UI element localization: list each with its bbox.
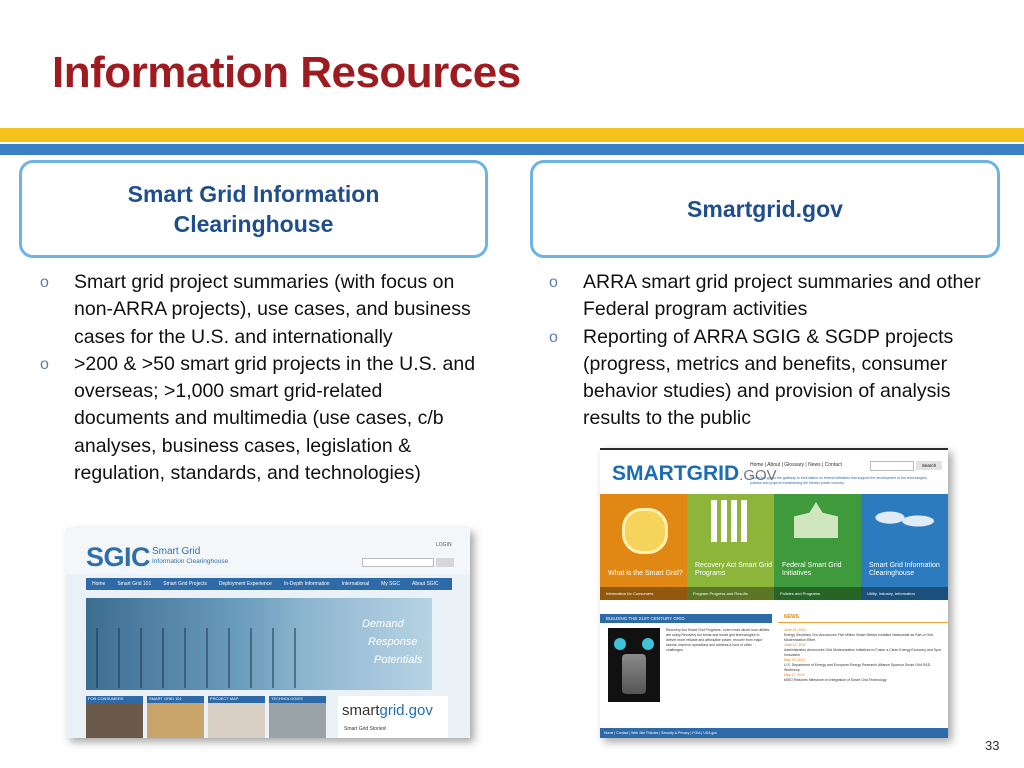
- scan-body: [622, 654, 646, 694]
- smartgrid-gov-logo: [342, 702, 433, 719]
- circle-bullet-icon: o: [549, 328, 558, 346]
- sgg-search-input: [870, 461, 914, 471]
- right-panel-heading-box: [530, 160, 1000, 258]
- hero-word: Potentials: [374, 654, 423, 666]
- sgg-column: [774, 494, 861, 600]
- news-item: Administration Announces Grid Modernization Initiatives to Foster a Clean Energy Economy and Spur Innovation: [784, 648, 942, 657]
- circle-bullet-icon: o: [40, 274, 49, 291]
- hero-word: Response: [368, 636, 418, 648]
- logo-part: smart: [342, 702, 380, 719]
- world-map-icon: [869, 504, 939, 538]
- sgic-nav-bar: [86, 578, 452, 590]
- tile-caption: TECHNOLOGIES: [269, 696, 326, 703]
- news-item: MISO Reaches Milestone on Integration of Smart Grid Technology: [784, 678, 887, 682]
- bullet-text: Reporting of ARRA SGIG & SGDP projects (progress, metrics and benefits, consumer behavior studies) and provision of analysis results to the public: [583, 325, 954, 430]
- sgic-nav-item: Smart Grid Projects: [163, 581, 207, 587]
- bar-chart-icon: [711, 500, 747, 542]
- sgg-nav: Home | About | Glossary | News | Contact: [750, 462, 842, 468]
- logo-part: .GOV: [739, 467, 777, 484]
- sgic-logo: SGIC: [86, 542, 151, 572]
- circle-bullet-icon: o: [40, 355, 49, 373]
- right-panel-heading: Smartgrid.gov: [687, 196, 843, 222]
- sgic-nav-item: Deployment Experience: [218, 581, 272, 587]
- list-item: [549, 269, 989, 324]
- sgic-tile: [86, 696, 143, 738]
- tile-caption: SMART GRID 101: [147, 696, 204, 703]
- news-heading: NEWS: [778, 614, 948, 623]
- left-panel-heading-box: [19, 160, 488, 258]
- bullet-text: ARRA smart grid project summaries and other Federal program activities: [583, 271, 981, 321]
- sgg-footer: Home | Contact | Web Site Policies | Security & Privacy | FOIA | USA.gov: [600, 728, 948, 738]
- column-caption: Program Progress and Results: [687, 587, 774, 600]
- sgg-header: [600, 448, 948, 494]
- column-label: Federal Smart Grid Initiatives: [782, 562, 842, 577]
- bullet-text: >200 & >50 smart grid projects in the U.S. and overseas; >1,000 smart grid-related documents and multimedia (use cases, c/b analyses, business cases, legislation & regulation, standards, and technologies): [74, 352, 476, 485]
- column-caption: Policies and Programs: [774, 587, 861, 600]
- news-date: May 23, 2011: [784, 658, 805, 662]
- building-grid-heading: BUILDING THE 21ST CENTURY GRID: [600, 614, 772, 623]
- hero-word: Demand: [362, 618, 404, 630]
- bullet-text: Smart grid project summaries (with focus on non-ARRA projects), use cases, and business cases for the U.S. and internationally: [74, 271, 471, 348]
- logo-part: SMARTGRID: [612, 462, 740, 485]
- news-list: [784, 628, 944, 683]
- sgic-nav-item: Smart Grid 101: [117, 581, 152, 587]
- circle-bullet-icon: o: [549, 274, 558, 291]
- sgg-column: [861, 494, 948, 600]
- sgic-login-link: LOGIN: [436, 542, 452, 548]
- tile-caption: FOR CONSUMERS: [86, 696, 143, 703]
- list-item: [549, 324, 989, 433]
- building-grid-text: Recovery Act Smart Grid Programs. Learn more about how utilities are using Recovery Act funds and smart grid technologies to deliver more reliable and affordable power, recover from major storms, improve operations and address a host of other challenges.: [666, 628, 770, 652]
- lightbulb-icon: [622, 508, 668, 554]
- sgic-nav-item: In-Depth Information: [283, 581, 330, 587]
- sgic-hero-banner: [86, 598, 432, 690]
- list-item: [40, 351, 480, 487]
- column-label: Recovery Act Smart Grid Programs: [695, 562, 773, 577]
- sgic-nav-item: My SGC: [381, 581, 400, 587]
- left-bullet-list: [40, 269, 480, 487]
- sgic-header: [66, 528, 470, 574]
- capitol-building-icon: [794, 502, 838, 538]
- tile-caption: PROJECT MAP: [208, 696, 265, 703]
- scan-highlight: [642, 638, 654, 650]
- news-date: June 13, 2011: [784, 628, 806, 632]
- sgic-nav-item: Home: [92, 581, 106, 587]
- sgg-feature-columns: [600, 494, 948, 600]
- sgg-column: [600, 494, 687, 600]
- header-band-yellow: [0, 128, 1024, 142]
- smart-grid-stories-caption: Smart Grid Stories!: [344, 726, 387, 732]
- sgic-nav-item: About SGIC: [411, 581, 439, 587]
- news-date: June 13, 2011: [784, 643, 806, 647]
- sgg-intro-text: SmartGrid.gov is the gateway to information on federal initiatives that support the development of the technologies, policies and projects transforming the electric power industry.: [750, 476, 928, 485]
- brain-scan-image: [608, 628, 660, 702]
- column-caption: Utility, Industry, Information: [861, 587, 948, 600]
- sgg-search-button: Search: [916, 461, 942, 470]
- logo-part: grid.gov: [379, 702, 433, 719]
- scan-highlight: [614, 638, 626, 650]
- right-bullet-list: [549, 269, 989, 433]
- sgic-logo-subtitle: Information Clearinghouse: [152, 558, 229, 565]
- column-label: Smart Grid Information Clearinghouse: [869, 562, 940, 577]
- slide-title: Information Resources: [52, 48, 521, 97]
- sgic-tile: [208, 696, 265, 738]
- transmission-towers-image: [96, 628, 296, 688]
- sgic-logo-title: Smart Grid: [152, 546, 201, 557]
- column-label: What is the Smart Grid?: [608, 570, 683, 577]
- header-band-blue: [0, 144, 1024, 155]
- sgic-tile: [147, 696, 204, 738]
- sgic-search-input: [362, 558, 434, 567]
- smartgrid-gov-website-screenshot: [600, 448, 948, 738]
- list-item: [40, 269, 480, 351]
- news-item: Energy Secretary Chu Announces Five Million Smart Meters Installed Nationwide as Part of Grid Modernization Effort: [784, 633, 934, 642]
- smartgrid-gov-promo: [338, 696, 448, 738]
- sgic-search-button: [436, 558, 454, 567]
- left-panel-heading: Smart Grid Information Clearinghouse: [127, 181, 380, 237]
- page-number: 33: [985, 738, 1000, 753]
- sgg-column: [687, 494, 774, 600]
- sgic-feature-tiles: [86, 696, 326, 738]
- sgg-content: [600, 600, 948, 732]
- news-date: May 17, 2011: [784, 673, 805, 677]
- news-item: U.S. Department of Energy and European Energy Research Alliance Sponsor Smart Grid R&D Workshop: [784, 663, 931, 672]
- column-caption: Information for Consumers: [600, 587, 687, 600]
- sgic-nav-item: International: [341, 581, 370, 587]
- sgic-website-screenshot: [66, 528, 470, 738]
- sgic-tile: [269, 696, 326, 738]
